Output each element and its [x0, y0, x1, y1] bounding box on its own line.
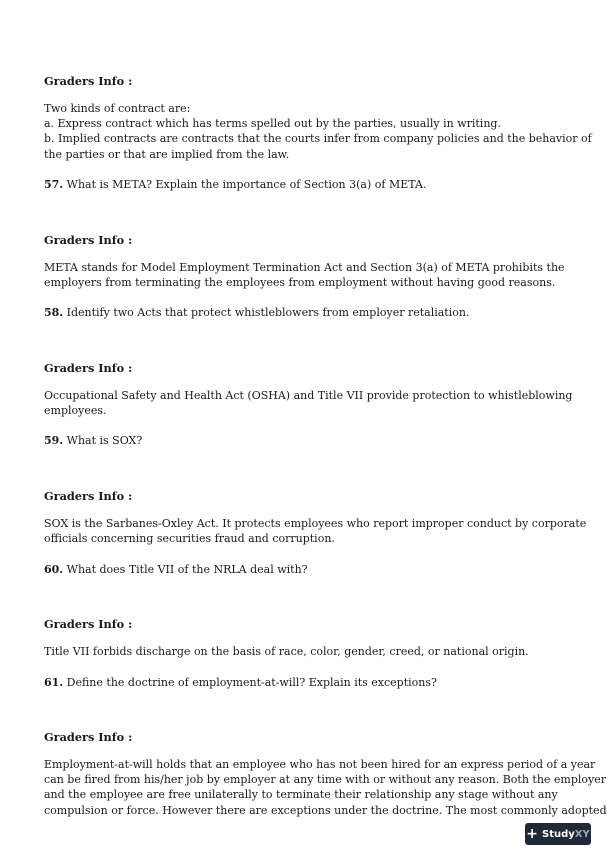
graders-info-header: Graders Info :: [44, 74, 133, 88]
answer-line: the parties or that are implied from the law.: [44, 147, 290, 161]
brand-name: Study: [542, 828, 575, 840]
question-58: [44, 305, 564, 320]
answer-line: Two kinds of contract are:: [44, 102, 191, 115]
graders-info-header: Graders Info :: [44, 489, 133, 503]
question-text: What is SOX?: [63, 434, 143, 447]
answer-line: compulsion or force. However there are exceptions under the doctrine. The most commonly adopted: [44, 803, 607, 817]
answer-line: Employment-at-will holds that an employee who has not been hired for an express period of a year: [44, 758, 596, 771]
answer-line: a. Express contract which has terms spelled out by the parties, usually in writing.: [44, 117, 501, 131]
answer-text: [44, 260, 564, 290]
answer-line: META stands for Model Employment Termination Act and Section 3(a) of META prohibits the: [44, 261, 565, 274]
answer-line: employees.: [44, 404, 107, 418]
question-number: 59.: [44, 434, 64, 447]
studyxy-badge[interactable]: [525, 823, 591, 845]
answer-line: can be fired from his/her job by employer at any time with or without any reason. Both the employer: [44, 773, 607, 787]
answer-text: [44, 757, 607, 818]
question-number: 60.: [44, 563, 64, 576]
answer-line: officials concerning securities fraud and corruption.: [44, 532, 335, 546]
graders-info-header: Graders Info :: [44, 730, 133, 744]
answer-line: b. Implied contracts are contracts that the courts infer from company policies and the behavior of: [44, 132, 592, 146]
question-60: [44, 562, 564, 577]
question-57: [44, 177, 564, 192]
question-text: What does Title VII of the NRLA deal with?: [63, 563, 308, 576]
graders-info-header: Graders Info :: [44, 233, 133, 247]
graders-info-header: Graders Info :: [44, 617, 133, 631]
answer-line: Title VII forbids discharge on the basis of race, color, gender, creed, or national origin.: [44, 645, 529, 658]
answer-text: [44, 516, 587, 546]
question-61: [44, 675, 564, 690]
question-text: What is META? Explain the importance of Section 3(a) of META.: [63, 178, 427, 191]
answer-line: employers from terminating the employees from employment without having good reasons.: [44, 276, 556, 290]
answer-text: [44, 388, 573, 418]
question-text: Identify two Acts that protect whistleblowers from employer retaliation.: [63, 306, 470, 319]
question-number: 61.: [44, 676, 64, 689]
answer-text: [44, 644, 564, 659]
answer-text: [44, 101, 592, 162]
answer-line: and the employee are free unilaterally to terminate their relationship any stage without any: [44, 788, 558, 802]
question-number: 57.: [44, 178, 64, 191]
question-text: Define the doctrine of employment-at-will? Explain its exceptions?: [63, 676, 437, 689]
question-number: 58.: [44, 306, 64, 319]
answer-line: SOX is the Sarbanes-Oxley Act. It protects employees who report improper conduct by corporate: [44, 517, 587, 530]
answer-line: Occupational Safety and Health Act (OSHA) and Title VII provide protection to whistleblowing: [44, 389, 573, 402]
graders-info-header: Graders Info :: [44, 361, 133, 375]
brand-suffix: XY: [574, 828, 590, 840]
plus-icon: +: [526, 826, 538, 842]
question-59: [44, 433, 564, 448]
